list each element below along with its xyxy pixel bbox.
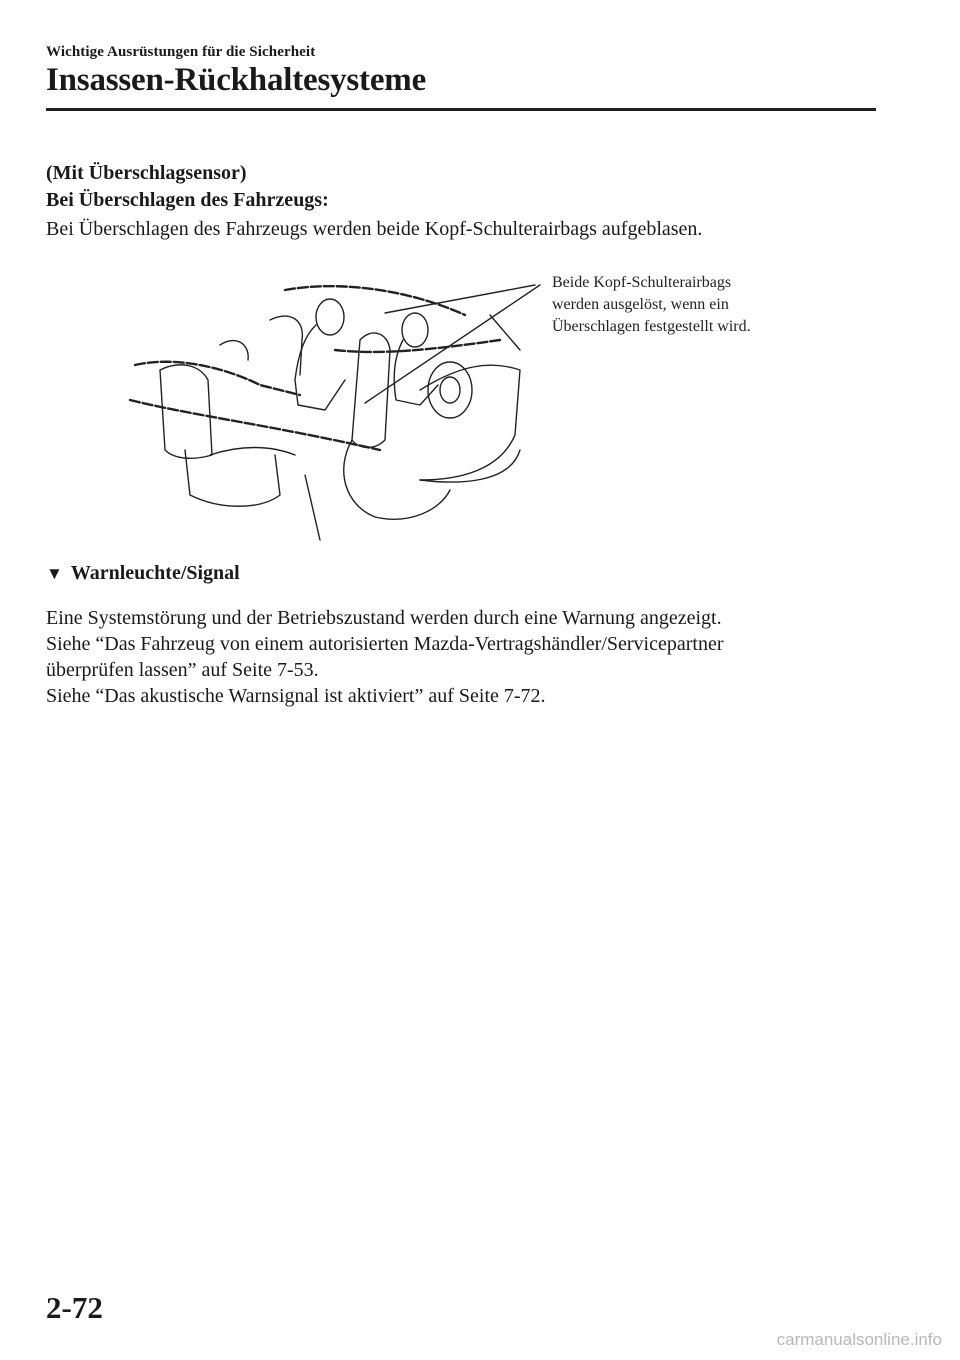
warning-heading <box>46 562 240 585</box>
section-kicker: Wichtige Ausrüstungen für die Sicherheit <box>46 44 316 60</box>
warning-line: Eine Systemstörung und der Betriebszustand werden durch eine Warnung angezeigt. <box>46 607 722 629</box>
page-number: 2-72 <box>46 1290 103 1325</box>
callout-line: Überschlagen festgestellt wird. <box>552 318 751 335</box>
warning-body <box>46 605 876 709</box>
rollover-condition: (Mit Überschlagsensor) <box>46 162 247 184</box>
warning-line: Siehe “Das Fahrzeug von einem autorisierten Mazda-Vertragshändler/Servicepartner <box>46 633 724 655</box>
airbag-callout <box>552 272 812 338</box>
watermark: carmanualsonline.info <box>776 1330 942 1349</box>
callout-line: Beide Kopf-Schulterairbags <box>552 274 732 291</box>
warning-line: überprüfen lassen” auf Seite 7-53. <box>46 659 319 681</box>
callout-line: werden ausgelöst, wenn ein <box>552 296 729 313</box>
page-title: Insassen-Rückhaltesysteme <box>46 62 427 98</box>
title-rule <box>46 108 876 111</box>
warning-heading-text: Warnleuchte/Signal <box>70 562 240 584</box>
triangle-down-icon: ▼ <box>46 563 63 583</box>
rollover-text: Bei Überschlagen des Fahrzeugs werden beide Kopf-Schulterairbags aufgeblasen. <box>46 218 703 240</box>
warning-line: Siehe “Das akustische Warnsignal ist aktiviert” auf Seite 7-72. <box>46 685 546 707</box>
rollover-subheading: Bei Überschlagen des Fahrzeugs: <box>46 189 329 211</box>
